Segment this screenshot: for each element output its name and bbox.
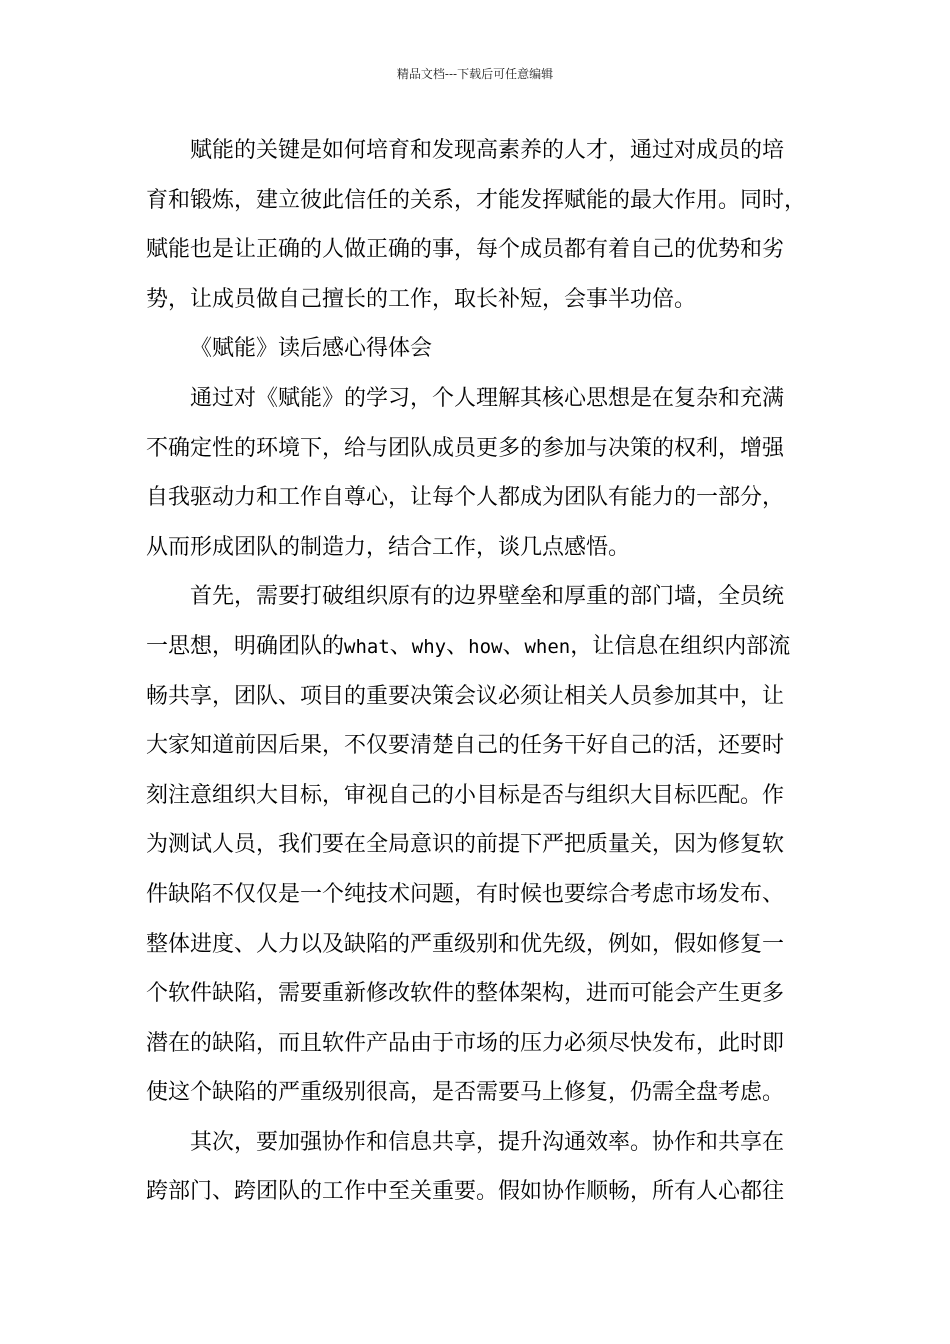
text-line: 刻注意组织大目标，审视自己的小目标是否与组织大目标匹配。作 bbox=[146, 782, 785, 808]
heading-text: 《赋能》读后感心得体会 bbox=[190, 336, 433, 362]
text-line: 整体进度、人力以及缺陷的严重级别和优先级，例如，假如修复一 bbox=[146, 931, 785, 957]
paragraph-first-point bbox=[146, 572, 826, 1118]
page-header: 精品文档---下载后可任意编辑 bbox=[396, 67, 554, 81]
text-line: 不确定性的环境下，给与团队成员更多的参加与决策的权利，增强 bbox=[146, 435, 785, 461]
text-line: 一思想，明确团队的what、why、how、when，让信息在组织内部流 bbox=[146, 633, 791, 659]
paragraph-enablement-key bbox=[146, 126, 826, 324]
text-line: 潜在的缺陷，而且软件产品由于市场的压力必须尽快发布，此时即 bbox=[146, 1030, 785, 1056]
text-line: 个软件缺陷，需要重新修改软件的整体架构，进而可能会产生更多 bbox=[146, 981, 785, 1007]
text-line: 大家知道前因后果，不仅要清楚自己的任务干好自己的活，还要时 bbox=[146, 733, 785, 759]
text-line: 自我驱动力和工作自尊心，让每个人都成为团队有能力的一部分， bbox=[146, 485, 785, 511]
text-line: 从而形成团队的制造力，结合工作，谈几点感悟。 bbox=[146, 534, 631, 560]
text-line: 件缺陷不仅仅是一个纯技术问题，有时候也要综合考虑市场发布、 bbox=[146, 881, 785, 907]
text-line: 赋能也是让正确的人做正确的事，每个成员都有着自己的优势和劣 bbox=[146, 237, 785, 263]
document-body bbox=[146, 126, 826, 1217]
text-line: 畅共享，团队、项目的重要决策会议必须让相关人员参加其中，让 bbox=[146, 683, 785, 709]
text-line: 赋能的关键是如何培育和发现高素养的人才，通过对成员的培 bbox=[190, 138, 785, 163]
text-line: 首先，需要打破组织原有的边界壁垒和厚重的部门墙，全员统 bbox=[190, 584, 785, 610]
text-line: 通过对《赋能》的学习，个人理解其核心思想是在复杂和充满 bbox=[190, 385, 785, 411]
text-line: 为测试人员，我们要在全局意识的前提下严把质量关，因为修复软 bbox=[146, 832, 785, 858]
text-line: 使这个缺陷的严重级别很高，是否需要马上修复，仍需全盘考虑。 bbox=[146, 1080, 785, 1106]
paragraph-second-point bbox=[146, 1118, 826, 1217]
text-line: 其次，要加强协作和信息共享，提升沟通效率。协作和共享在 bbox=[190, 1129, 785, 1155]
paragraph-core-idea bbox=[146, 374, 826, 572]
text-line: 育和锻炼，建立彼此信任的关系，才能发挥赋能的最大作用。同时， bbox=[146, 187, 807, 213]
text-line: 跨部门、跨团队的工作中至关重要。假如协作顺畅，所有人心都往 bbox=[146, 1179, 785, 1205]
section-heading bbox=[146, 324, 826, 374]
text-line: 势，让成员做自己擅长的工作，取长补短，会事半功倍。 bbox=[146, 286, 697, 312]
